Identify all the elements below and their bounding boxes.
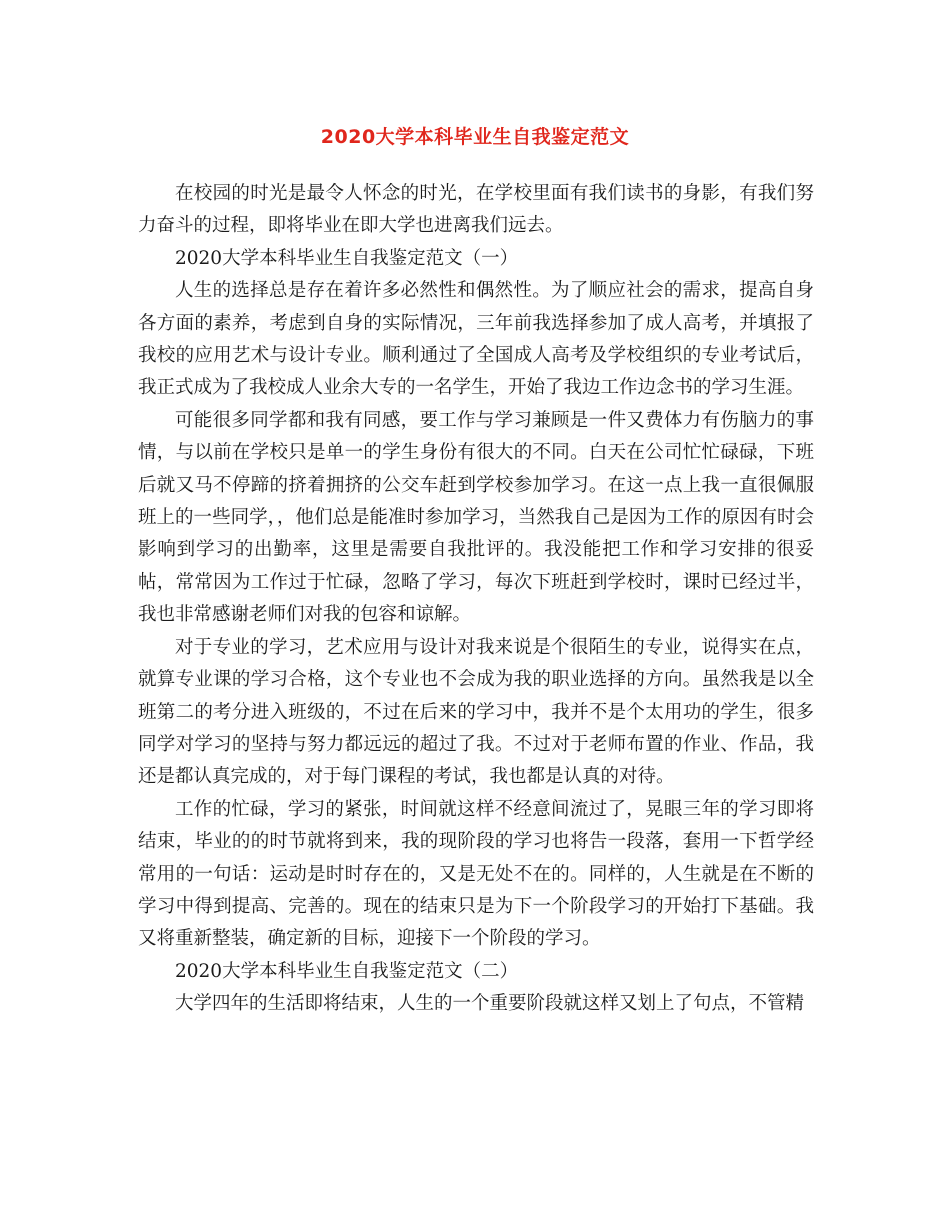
section-heading-1: 2020大学本科毕业生自我鉴定范文（一） xyxy=(175,247,519,269)
body-paragraph: 工作的忙碌，学习的紧张，时间就这样不经意间流过了，晃眼三年的学习即将结束，毕业的的时节就将到来，我的现阶段的学习也将告一段落，套用一下哲学经常用的一句话：运动是时时存在的，又是无处不在的。同样的，人生就是在不断的学习中得到提高、完善的。现在的结束只是为下一个阶段学习的开始打下基础。我又将重新整装，确定新的目标，迎接下一个阶段的学习。 xyxy=(138,798,814,950)
body-paragraph: 可能很多同学都和我有同感，要工作与学习兼顾是一件又费体力有伤脑力的事情，与以前在学校只是单一的学生身份有很大的不同。白天在公司忙忙碌碌，下班后就又马不停蹄的挤着拥挤的公交车赶到学校参加学习。在这一点上我一直很佩服班上的一些同学，，他们总是能准时参加学习，当然我自己是因为工作的原因有时会影响到学习的出勤率，这里是需要自我批评的。我没能把工作和学习安排的很妥帖，常常因为工作过于忙碌，忽略了学习，每次下班赶到学校时，课时已经过半，我也非常感谢老师们对我的包容和谅解。 xyxy=(138,409,814,626)
document-title: 2020大学本科毕业生自我鉴定范文 xyxy=(320,126,630,148)
body-paragraph: 对于专业的学习，艺术应用与设计对我来说是个很陌生的专业，说得实在点，就算专业课的学习合格，这个专业也不会成为我的职业选择的方向。虽然我是以全班第二的考分进入班级的，不过在后来的学习中，我并不是个太用功的学生，很多同学对学习的坚持与努力都远远的超过了我。不过对于老师布置的作业、作品，我还是都认真完成的，对于每门课程的考试，我也都是认真的对待。 xyxy=(138,636,814,788)
intro-paragraph: 在校园的时光是最令人怀念的时光，在学校里面有我们读书的身影，有我们努力奋斗的过程，即将毕业在即大学也进离我们远去。 xyxy=(138,183,814,237)
body-paragraph: 人生的选择总是存在着许多必然性和偶然性。为了顺应社会的需求，提高自身各方面的素养，考虑到自身的实际情况，三年前我选择参加了成人高考，并填报了我校的应用艺术与设计专业。顺利通过了全国成人高考及学校组织的专业考试后，我正式成为了我校成人业余大专的一名学生，开始了我边工作边念书的学习生涯。 xyxy=(138,280,814,399)
body-paragraph: 大学四年的生活即将结束，人生的一个重要阶段就这样又划上了句点，不管精 xyxy=(175,993,805,1015)
section-heading-2: 2020大学本科毕业生自我鉴定范文（二） xyxy=(175,960,519,982)
document-body xyxy=(138,178,814,1021)
